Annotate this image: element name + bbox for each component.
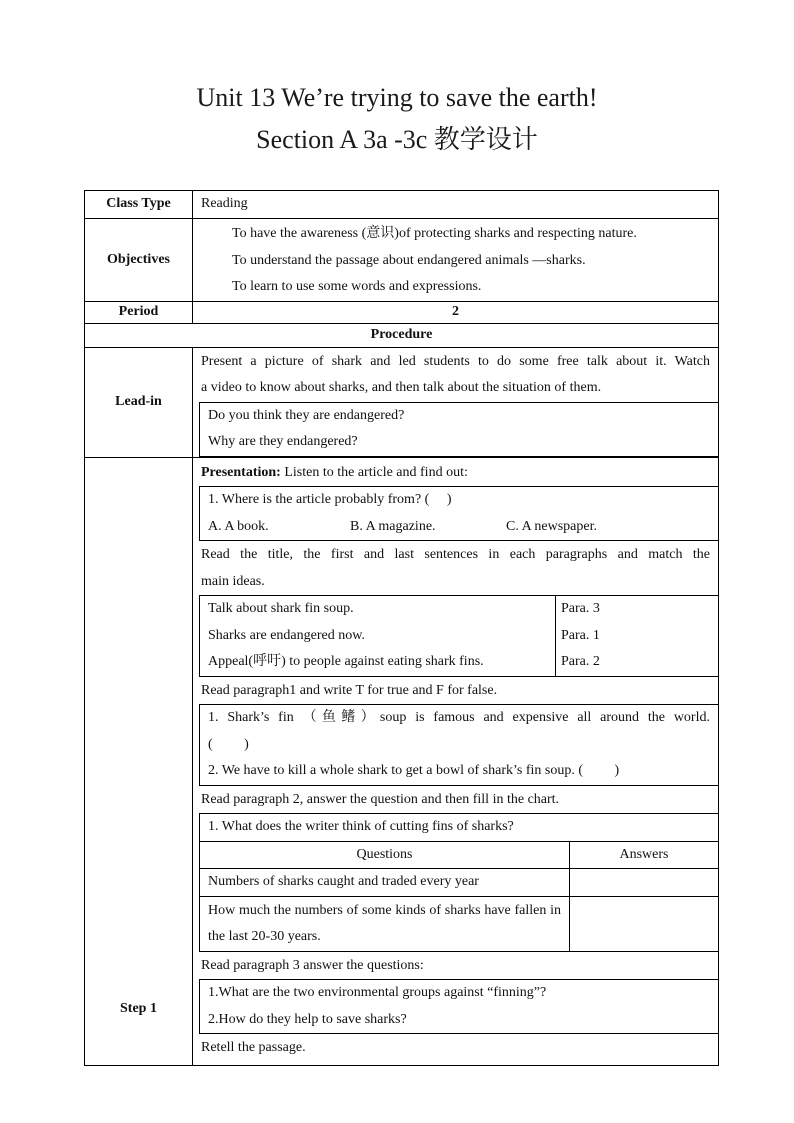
lead-in-text: Present a picture of shark and led students to do some free talk about it. Watch [201, 353, 710, 369]
procedure-heading: Procedure [85, 323, 719, 347]
lead-in-text: a video to know about sharks, and then talk about the situation of them. [201, 380, 602, 395]
p2-question: 1. What does the writer think of cutting fins of sharks? [200, 814, 719, 842]
chart-answer [570, 869, 719, 897]
match-paras-cell [556, 596, 719, 677]
objectives-list [193, 219, 719, 302]
tf-instruction: Read paragraph1 and write T for true and F for false. [201, 682, 498, 698]
chart-question: Numbers of sharks caught and traded every year [200, 869, 570, 897]
presentation-label: Presentation: [201, 464, 281, 480]
q1-option-a: A. A book. [208, 518, 269, 534]
class-type-value: Reading [193, 191, 719, 219]
q1-box [199, 486, 719, 541]
match-para: Para. 2 [561, 654, 600, 669]
p3-instruction: Read paragraph 3 answer the questions: [201, 957, 424, 973]
objective-item: To learn to use some words and expressions. [232, 279, 482, 294]
period-label: Period [85, 301, 193, 323]
tf-box [199, 704, 719, 786]
presentation-text: Listen to the article and find out: [280, 464, 468, 480]
p2-chart [199, 813, 719, 952]
presentation-line [193, 458, 718, 487]
chart-question: How much the numbers of some kinds of sharks have fallen in the last 20-30 years. [200, 896, 570, 951]
p3-question: 2.How do they help to save sharks? [208, 1011, 407, 1027]
document-subtitle: Section A 3a -3c 教学设计 [256, 125, 538, 154]
p2-instruction: Read paragraph 2, answer the question and then fill in the chart. [201, 791, 560, 807]
p3-question: 1.What are the two environmental groups against “finning”? [208, 985, 547, 1000]
lead-in-content [193, 347, 719, 457]
lesson-plan-table [84, 190, 719, 1066]
tf-statement: 1. Shark’s fin （鱼鳍）soup is famous and expensive all around the world. [208, 710, 710, 725]
lead-in-question: Why are they endangered? [208, 434, 358, 449]
match-para: Para. 3 [561, 601, 600, 616]
tf-statement: 2. We have to kill a whole shark to get a bowl of shark’s fin soup. ( ) [208, 763, 620, 778]
chart-answer [570, 896, 719, 951]
lead-in-questions-box [199, 402, 719, 457]
step1-label-text: Step 1 [120, 1001, 157, 1016]
match-instruction: Read the title, the first and last sentences in each paragraphs and match the [201, 547, 710, 562]
document-title: Unit 13 We’re trying to save the earth! [196, 83, 598, 112]
step1-content [193, 457, 719, 1065]
q1-options [208, 514, 710, 541]
class-type-label: Class Type [85, 191, 193, 219]
q1-option-c: C. A newspaper. [506, 518, 597, 534]
period-value: 2 [193, 301, 719, 323]
tf-blank: ( ) [208, 736, 249, 752]
objective-item: To understand the passage about endangered animals —sharks. [232, 252, 586, 268]
match-ideas-cell [200, 596, 556, 677]
match-idea: Talk about shark fin soup. [208, 601, 354, 616]
match-idea: Appeal(呼吁) to people against eating shark fins. [208, 654, 484, 669]
q1-text: 1. Where is the article probably from? ( ) [208, 492, 452, 507]
step1-label [85, 457, 193, 1065]
q1-option-b: B. A magazine. [350, 518, 436, 534]
objectives-label: Objectives [85, 219, 193, 302]
lead-in-label: Lead-in [85, 347, 193, 457]
lead-in-question: Do you think they are endangered? [208, 407, 405, 423]
chart-header-answers: Answers [570, 841, 719, 869]
match-para: Para. 1 [561, 627, 600, 643]
p3-questions-box [199, 979, 719, 1034]
chart-header-questions: Questions [200, 841, 570, 869]
match-instruction: main ideas. [201, 573, 265, 589]
match-idea: Sharks are endangered now. [208, 627, 365, 643]
match-table [199, 595, 719, 677]
objective-item: To have the awareness (意识)of protecting sharks and respecting nature. [232, 226, 637, 241]
retell-line: Retell the passage. [201, 1040, 306, 1055]
